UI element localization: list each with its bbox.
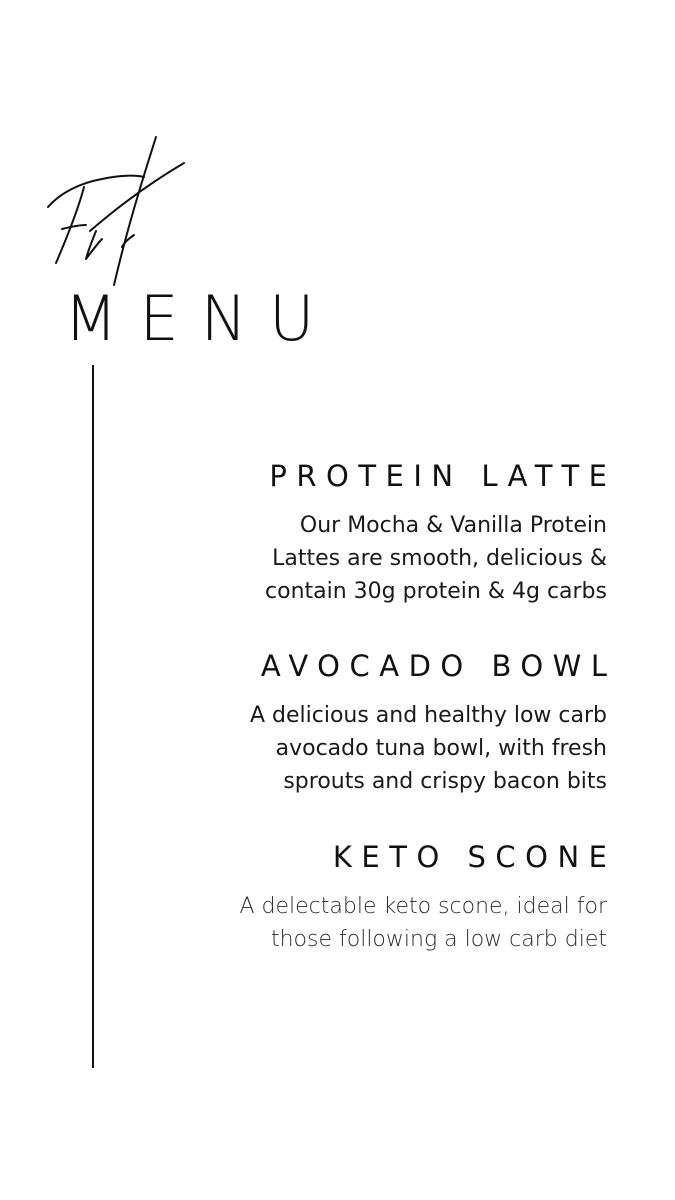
item-description: Our Mocha & Vanilla Protein Lattes are smooth, delicious & contain 30g protein & 4g carbs <box>265 513 607 604</box>
item-description: A delicious and healthy low carb avocado tuna bowl, with fresh sprouts and crispy bacon bits <box>249 703 607 794</box>
menu-title: MENU <box>64 282 337 355</box>
item-name: AVOCADO BOWL <box>260 649 617 683</box>
menu-item-avocado-bowl <box>167 648 617 798</box>
item-name: PROTEIN LATTE <box>269 459 617 493</box>
vertical-divider <box>92 365 94 1068</box>
menu-list <box>167 458 617 956</box>
item-description: A delectable keto scone, ideal for those following a low carb diet <box>239 894 607 952</box>
item-name: KETO SCONE <box>332 840 617 874</box>
menu-item-keto-scone <box>167 839 617 956</box>
menu-item-protein-latte <box>167 458 617 608</box>
fit-script-logo <box>40 135 200 295</box>
